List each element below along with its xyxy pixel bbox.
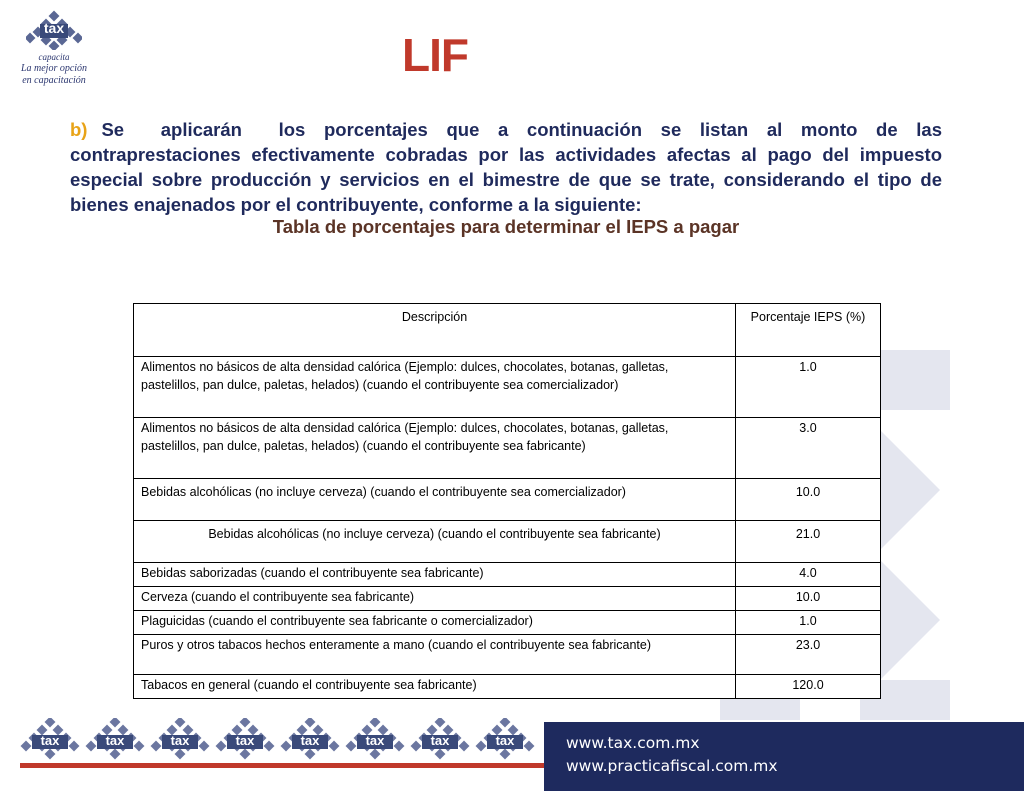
logo-tagline-line-2: en capacitación xyxy=(22,75,86,86)
table-row xyxy=(134,611,881,635)
bottom-logo-label: tax xyxy=(235,733,255,748)
bottom-logo-label: tax xyxy=(430,733,450,748)
bottom-logo xyxy=(20,718,80,762)
header-description: Descripción xyxy=(134,304,736,357)
logo-capacita-text: capacita xyxy=(38,52,70,62)
logo-brand-text: tax xyxy=(43,20,65,36)
bottom-logo xyxy=(345,718,405,762)
row-description: Tabacos en general (cuando el contribuyente sea fabricante) xyxy=(134,675,736,699)
row-percentage: 21.0 xyxy=(736,521,881,563)
table-row xyxy=(134,635,881,675)
bottom-logo-label: tax xyxy=(170,733,190,748)
table-row xyxy=(134,675,881,699)
row-percentage: 4.0 xyxy=(736,563,881,587)
paragraph-lead: Se aplicarán los xyxy=(101,119,306,140)
row-description: Alimentos no básicos de alta densidad calórica (Ejemplo: dulces, chocolates, botanas, galletas, pastelillos, pan dulce, paletas, helados) (cuando el contribuyente sea fabricante) xyxy=(134,418,736,479)
logo-tagline-line-1: La mejor opción xyxy=(20,63,88,74)
ieps-percentage-table xyxy=(133,303,881,699)
row-description: Puros y otros tabacos hechos enteramente a mano (cuando el contribuyente sea fabricante) xyxy=(134,635,736,675)
bottom-logo-strip xyxy=(20,718,540,768)
paragraph-marker: b) xyxy=(70,119,88,140)
row-description: Bebidas saborizadas (cuando el contribuyente sea fabricante) xyxy=(134,563,736,587)
row-description: Cerveza (cuando el contribuyente sea fabricante) xyxy=(134,587,736,611)
row-description: Alimentos no básicos de alta densidad calórica (Ejemplo: dulces, chocolates, botanas, galletas, pastelillos, pan dulce, paletas, helados) (cuando el contribuyente sea comercializador) xyxy=(134,357,736,418)
table-row xyxy=(134,563,881,587)
body-paragraph xyxy=(70,117,942,217)
bottom-logo-label: tax xyxy=(495,733,515,748)
row-percentage: 10.0 xyxy=(736,587,881,611)
row-percentage: 120.0 xyxy=(736,675,881,699)
bottom-logo-label: tax xyxy=(300,733,320,748)
bottom-logo-label: tax xyxy=(365,733,385,748)
bottom-logo xyxy=(150,718,210,762)
row-percentage: 23.0 xyxy=(736,635,881,675)
table-row xyxy=(134,521,881,563)
table-row xyxy=(134,479,881,521)
bottom-logo xyxy=(410,718,470,762)
header-percentage: Porcentaje IEPS (%) xyxy=(736,304,881,357)
row-percentage: 1.0 xyxy=(736,611,881,635)
table-title: Tabla de porcentajes para determinar el IEPS a pagar xyxy=(272,216,740,237)
table-row xyxy=(134,587,881,611)
row-percentage: 10.0 xyxy=(736,479,881,521)
bottom-logo-label: tax xyxy=(40,733,60,748)
accent-bar xyxy=(20,763,545,768)
bottom-logo xyxy=(85,718,145,762)
row-description: Bebidas alcohólicas (no incluye cerveza) (cuando el contribuyente sea comercializador) xyxy=(134,479,736,521)
bottom-logo xyxy=(215,718,275,762)
bottom-logo xyxy=(280,718,340,762)
row-description: Bebidas alcohólicas (no incluye cerveza) (cuando el contribuyente sea fabricante) xyxy=(134,521,736,563)
bottom-logo-label: tax xyxy=(105,733,125,748)
table-header-row xyxy=(134,304,881,357)
row-percentage: 1.0 xyxy=(736,357,881,418)
row-description: Plaguicidas (cuando el contribuyente sea fabricante o comercializador) xyxy=(134,611,736,635)
footer-url-practicafiscal[interactable]: www.practicafiscal.com.mx xyxy=(566,757,778,775)
paragraph-text: porcentajes que a continuación se listan al monto de las contraprestaciones efectivamente cobradas por las actividades afectas al pago del impuesto especial sobre producción y servicios en el bimestre de que se trate, considerando el tipo de bienes enajenados por el contribuyente, conforme a la siguiente: xyxy=(70,119,942,215)
footer-url-tax[interactable]: www.tax.com.mx xyxy=(566,734,700,752)
table-row xyxy=(134,357,881,418)
bottom-logo xyxy=(475,718,535,762)
table-row xyxy=(134,418,881,479)
row-percentage: 3.0 xyxy=(736,418,881,479)
page-title: LIF xyxy=(402,29,468,81)
footer-banner xyxy=(544,722,1024,791)
